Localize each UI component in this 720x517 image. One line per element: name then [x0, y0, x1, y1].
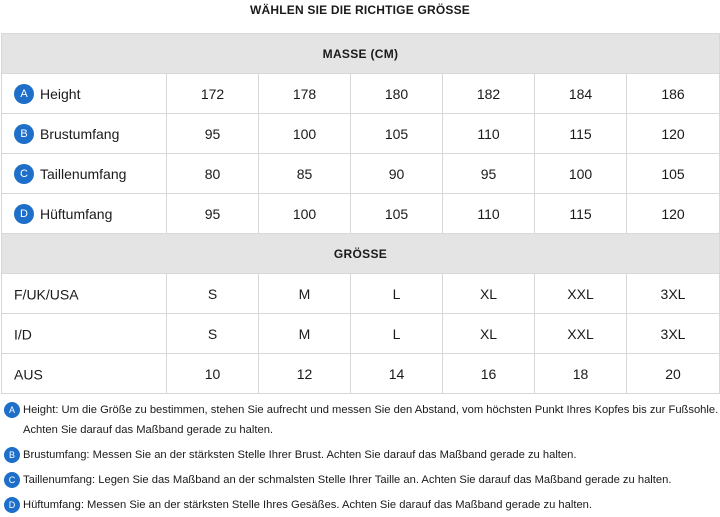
- table-cell: M: [259, 274, 351, 314]
- table-cell: S: [167, 314, 259, 354]
- table-cell: 95: [167, 114, 259, 154]
- table-cell: 110: [443, 114, 535, 154]
- table-cell: XL: [443, 314, 535, 354]
- row-header: [2, 274, 167, 314]
- note-text: Taillenumfang: Legen Sie das Maßband an der schmalsten Stelle Ihrer Taille an. Achten Sie darauf das Maßband gerade zu halten.: [23, 474, 672, 486]
- measurement-badge-icon: A: [14, 84, 34, 104]
- note-badge-icon: C: [4, 472, 20, 488]
- table-row: [2, 74, 720, 114]
- table-cell: 3XL: [627, 314, 720, 354]
- measurement-notes: [0, 400, 720, 515]
- table-cell: 80: [167, 154, 259, 194]
- row-header: [2, 74, 167, 114]
- table-cell: XXL: [535, 314, 627, 354]
- note-item: [4, 400, 720, 440]
- table-cell: 172: [167, 74, 259, 114]
- row-label: Hüftumfang: [40, 205, 113, 222]
- table-cell: L: [351, 274, 443, 314]
- table-cell: 105: [351, 114, 443, 154]
- row-label: AUS: [14, 366, 43, 383]
- table-cell: 12: [259, 354, 351, 394]
- size-section-header-row: [2, 234, 720, 274]
- table-row: [2, 354, 720, 394]
- note-badge-icon: D: [4, 497, 20, 513]
- row-header: [2, 314, 167, 354]
- measure-section-header: MASSE (CM): [2, 34, 720, 74]
- table-cell: M: [259, 314, 351, 354]
- table-row: [2, 274, 720, 314]
- table-cell: 100: [259, 194, 351, 234]
- row-header: [2, 114, 167, 154]
- table-cell: 186: [627, 74, 720, 114]
- note-badge-icon: A: [4, 402, 20, 418]
- measurement-badge-icon: B: [14, 124, 34, 144]
- note-badge-icon: B: [4, 447, 20, 463]
- row-header: [2, 354, 167, 394]
- measurement-badge-icon: D: [14, 204, 34, 224]
- measure-section-header-row: [2, 34, 720, 74]
- table-cell: 85: [259, 154, 351, 194]
- table-cell: XL: [443, 274, 535, 314]
- table-cell: 105: [351, 194, 443, 234]
- page-title: WÄHLEN SIE DIE RICHTIGE GRÖSSE: [249, 3, 471, 17]
- table-cell: 115: [535, 194, 627, 234]
- table-row: [2, 314, 720, 354]
- table-row: [2, 154, 720, 194]
- table-cell: 14: [351, 354, 443, 394]
- table-cell: 16: [443, 354, 535, 394]
- row-label: F/UK/USA: [14, 286, 79, 303]
- row-header: [2, 154, 167, 194]
- table-cell: 95: [167, 194, 259, 234]
- table-cell: 178: [259, 74, 351, 114]
- table-cell: 182: [443, 74, 535, 114]
- table-cell: L: [351, 314, 443, 354]
- note-text: Height: Um die Größe zu bestimmen, stehen Sie aufrecht und messen Sie den Abstand, vom höchsten Punkt Ihres Kopfes bis zur Fußsohle. Achten Sie darauf das Maßband gerade zu halten.: [23, 404, 719, 436]
- table-cell: S: [167, 274, 259, 314]
- measurement-badge-icon: C: [14, 164, 34, 184]
- table-cell: 100: [535, 154, 627, 194]
- table-cell: XXL: [535, 274, 627, 314]
- note-item: [4, 445, 720, 465]
- table-row: [2, 194, 720, 234]
- note-item: [4, 495, 720, 515]
- table-cell: 10: [167, 354, 259, 394]
- size-chart-table: [1, 33, 720, 394]
- note-text: Hüftumfang: Messen Sie an der stärksten Stelle Ihres Gesäßes. Achten Sie darauf das Maßband gerade zu halten.: [23, 499, 593, 511]
- row-label: Brustumfang: [40, 125, 120, 142]
- note-text: Brustumfang: Messen Sie an der stärksten Stelle Ihrer Brust. Achten Sie darauf das Maßband gerade zu halten.: [23, 449, 577, 461]
- table-row: [2, 114, 720, 154]
- table-cell: 95: [443, 154, 535, 194]
- row-label: Height: [40, 85, 81, 102]
- table-cell: 100: [259, 114, 351, 154]
- table-cell: 18: [535, 354, 627, 394]
- table-cell: 3XL: [627, 274, 720, 314]
- table-cell: 180: [351, 74, 443, 114]
- table-cell: 20: [627, 354, 720, 394]
- table-cell: 90: [351, 154, 443, 194]
- note-item: [4, 470, 720, 490]
- table-cell: 115: [535, 114, 627, 154]
- size-section-header: GRÖSSE: [2, 234, 720, 274]
- table-cell: 110: [443, 194, 535, 234]
- row-header: [2, 194, 167, 234]
- row-label: Taillenumfang: [40, 165, 127, 182]
- table-cell: 184: [535, 74, 627, 114]
- table-cell: 105: [627, 154, 720, 194]
- row-label: I/D: [14, 326, 32, 343]
- table-cell: 120: [627, 114, 720, 154]
- table-cell: 120: [627, 194, 720, 234]
